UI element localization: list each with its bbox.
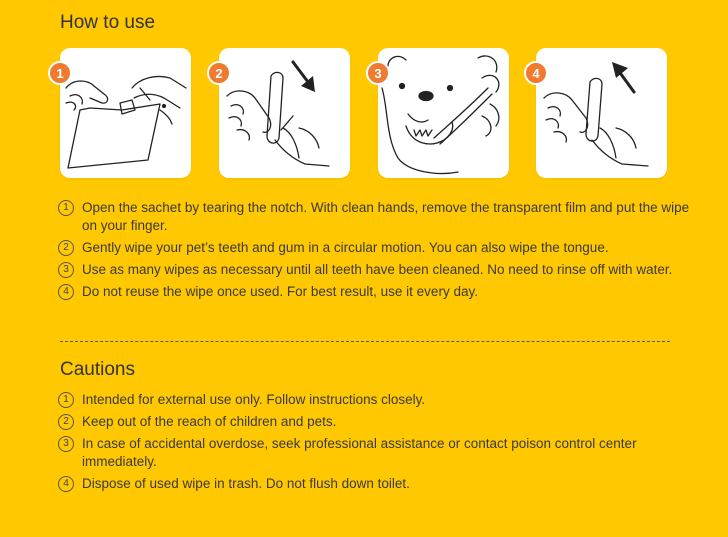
caution-item [58,475,698,493]
instruction-text: Use as many wipes as necessary until all teeth have been cleaned. No need to rinse off with water. [82,262,673,277]
instruction-text: Do not reuse the wipe once used. For best result, use it every day. [82,284,478,299]
instruction-number: 1 [58,200,74,216]
caution-number: 4 [58,476,74,492]
cautions-title: Cautions [60,359,135,380]
instruction-item [58,239,698,257]
remove-wipe-icon [536,48,667,178]
how-to-use-title: How to use [60,12,156,33]
caution-number: 3 [58,436,74,452]
instruction-text: Open the sachet by tearing the notch. With clean hands, remove the transparent film and put the wipe on your finger. [82,200,690,233]
caution-number: 1 [58,392,74,408]
cautions-list [58,391,698,497]
caution-number: 2 [58,414,74,430]
instruction-item [58,199,698,235]
instruction-number: 3 [58,262,74,278]
instruction-item [58,283,698,301]
step-2-card [215,48,350,178]
tearing-sachet-icon [60,48,191,178]
caution-text: Dispose of used wipe in trash. Do not flush down toilet. [82,476,410,491]
step-3-card [374,48,509,178]
wiping-pet-teeth-icon [378,48,509,178]
caution-text: Intended for external use only. Follow instructions closely. [82,392,426,407]
step-4-badge: 4 [524,61,548,85]
step-1-card [56,48,191,178]
caution-item [58,391,698,409]
step-1-badge: 1 [48,61,72,85]
step-4-card [532,48,667,178]
caution-item [58,413,698,431]
instructions-list [58,199,698,305]
section-divider [60,341,670,342]
wipe-on-finger-icon [219,48,350,178]
instruction-item [58,261,698,279]
caution-item [58,435,698,471]
step-3-badge: 3 [366,61,390,85]
step-2-badge: 2 [207,61,231,85]
instruction-number: 4 [58,284,74,300]
caution-text: In case of accidental overdose, seek professional assistance or contact poison control center immediately. [82,436,637,469]
instruction-text: Gently wipe your pet’s teeth and gum in a circular motion. You can also wipe the tongue. [82,240,609,255]
instruction-number: 2 [58,240,74,256]
caution-text: Keep out of the reach of children and pets. [82,414,337,429]
